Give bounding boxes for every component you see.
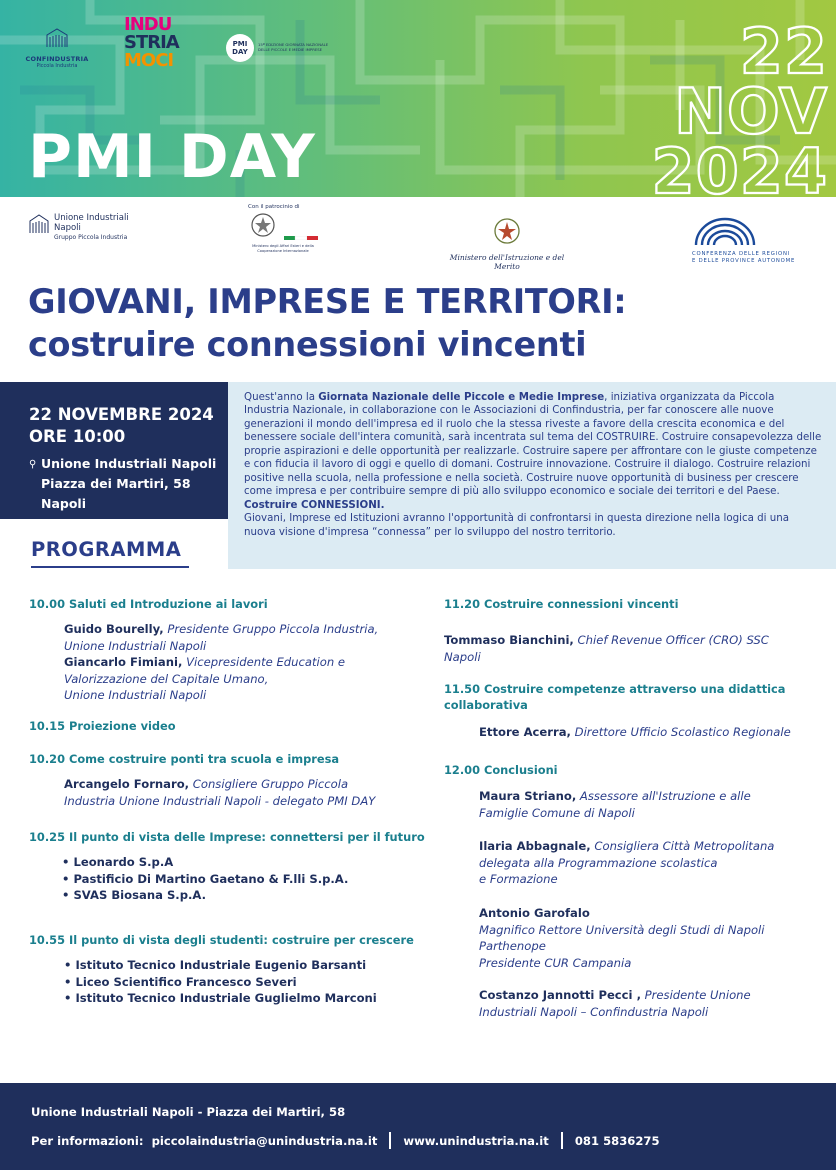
- conferenza-regioni-logo: [692, 217, 810, 265]
- session-8-heading: 12.00 Conclusioni: [444, 763, 558, 777]
- session-5: [29, 932, 429, 1007]
- event-location: [29, 454, 228, 514]
- footer: [0, 1083, 836, 1170]
- session-1-speakers: [29, 621, 429, 704]
- footer-contacts: [31, 1132, 836, 1149]
- speaker-name: Costanzo Jannotti Pecci ,: [479, 988, 641, 1003]
- session-3: [29, 751, 429, 809]
- pmi-badge-line2: DAY: [232, 48, 248, 56]
- session-7-heading-2: collaborativa: [444, 698, 528, 712]
- speaker-role: Valorizzazione del Capitale Umano,: [64, 671, 269, 686]
- list-item: • Pastificio Di Martino Gaetano & F.lli S.p.A.: [62, 871, 429, 888]
- confindustria-emblem-icon: [44, 26, 70, 48]
- pmi-day-badge-circle: [226, 34, 254, 62]
- speaker-role: Consigliere Gruppo Piccola: [192, 777, 349, 791]
- conferenza-arcs-icon: [692, 217, 758, 245]
- speaker-name: Ilaria Abbagnale,: [479, 839, 591, 854]
- intro-p1c: , iniziativa organizzata da Piccola Industria Nazionale, in collaborazione con le Associazioni di Confindustria, per far conoscere alle nuove generazioni il mondo dell'impresa ed il ruolo che la stessa riveste a favore della crescita economica e del benessere sociale dell'intera comunità, sarà incentrata sul tema del COSTRUIRE. Costruire consapevolezza delle proprie aspirazioni e delle opportunità per realizzarle. Costruire sapere per affrontare con le giuste competenze e con fiducia il lavoro di oggi e quello di domani. Costruire innovazione. Costruire il dialogo. Costruire relazioni positive nella scuola, nella professione e nella società. Costruire nuove opportunità di business per crescere come impresa e per contribuire sempre di più allo sviluppo economico e sociale dei territori e del Paese.: [244, 391, 822, 498]
- list-item: • Liceo Scientifico Francesco Severi: [64, 974, 429, 991]
- speaker-role: Presidente Unione: [644, 988, 751, 1003]
- footer-separator: [561, 1132, 563, 1149]
- page-title: [28, 280, 818, 366]
- speaker-name: Arcangelo Fornaro,: [64, 777, 190, 791]
- session-7-heading-1: 11.50 Costruire competenze attraverso una didattica: [444, 682, 786, 696]
- industriamoci-logo: [124, 16, 184, 70]
- industriamoci-line-2: STRIA: [124, 32, 179, 53]
- confindustria-logo: [22, 26, 92, 69]
- speaker-role: Presidente CUR Campania: [479, 955, 632, 970]
- speaker-role: Magnifico Rettore Università degli Studi di Napoli: [479, 922, 765, 937]
- list-item: • Leonardo S.p.A: [62, 854, 429, 871]
- event-place-3: Napoli: [41, 496, 87, 511]
- footer-address: Unione Industriali Napoli - Piazza dei Martiri, 58: [31, 1105, 346, 1119]
- session-7-speakers: [444, 724, 824, 741]
- speaker-role: Chief Revenue Officer (CRO) SSC: [577, 633, 769, 647]
- speaker-role: Presidente Gruppo Piccola Industria,: [167, 622, 379, 636]
- footer-separator: [389, 1132, 391, 1149]
- session-6: [444, 596, 824, 665]
- speaker-role: Industria Unione Industriali Napoli - delegato PMI DAY: [64, 793, 376, 808]
- session-2: [29, 718, 429, 734]
- ui-line1: Unione Industriali: [54, 213, 129, 223]
- confindustria-sub: Piccola Industria: [36, 63, 78, 69]
- speaker-role: Assessore all'Istruzione e alle: [579, 789, 751, 803]
- footer-phone[interactable]: 081 5836275: [574, 1133, 660, 1148]
- hero-date-year: 2024: [651, 135, 828, 197]
- speaker-role: Famiglie Comune di Napoli: [479, 805, 635, 820]
- session-8-speaker-1: [444, 788, 824, 821]
- programma-heading: PROGRAMMA: [31, 538, 182, 561]
- hero-date-day: 22: [739, 15, 828, 88]
- speaker-name: Ettore Acerra,: [479, 725, 571, 739]
- intro-p3: Giovani, Imprese ed Istituzioni avranno l'opportunità di confrontarsi in questa direzione nella logica di una nuova visione d'impresa “connessa” per lo sviluppo del nostro territorio.: [244, 512, 790, 538]
- unione-industriali-logo: [28, 213, 129, 243]
- pmi-badge-line1: PMI: [232, 40, 248, 48]
- confindustria-name: CONFINDUSTRIA: [25, 55, 89, 63]
- list-item: • SVAS Biosana S.p.A.: [62, 887, 429, 904]
- session-6-speakers: [444, 632, 824, 665]
- industriamoci-line-3: MOCI: [124, 50, 174, 71]
- mim-logo: [440, 215, 574, 271]
- ui-line2: Napoli: [54, 223, 81, 233]
- session-8-speaker-4: [444, 987, 824, 1020]
- list-item: • Istituto Tecnico Industriale Guglielmo Marconi: [64, 990, 429, 1007]
- mim-emblem-icon: [491, 215, 523, 247]
- footer-website-link[interactable]: www.unindustria.na.it: [403, 1133, 549, 1148]
- title-line-1: GIOVANI, IMPRESE E TERRITORI:: [28, 282, 627, 321]
- event-date: 22 NOVEMBRE 2024: [29, 405, 214, 424]
- location-pin-icon: ⚲: [29, 459, 37, 470]
- title-line-2: costruire connessioni vincenti: [28, 325, 587, 364]
- speaker-role: Unione Industriali Napoli: [64, 638, 207, 653]
- session-1: [29, 596, 429, 704]
- session-4-heading: 10.25 Il punto di vista delle Imprese: connettersi per il futuro: [29, 830, 425, 844]
- ui-line3: Gruppo Piccola Industria: [54, 234, 128, 241]
- speaker-role: Unione Industriali Napoli: [64, 688, 207, 703]
- conferenza-line2: E DELLE PROVINCE AUTONOME: [692, 258, 796, 264]
- speaker-name: Tommaso Bianchini,: [444, 633, 574, 647]
- speaker-role: Industriali Napoli – Confindustria Napoli: [479, 1004, 709, 1019]
- intro-p1b: Giornata Nazionale delle Piccole e Medie Imprese: [318, 391, 605, 403]
- speaker-role: delegata alla Programmazione scolastica: [479, 855, 718, 870]
- industriamoci-line-1: INDU: [124, 14, 172, 35]
- programma-underline: [31, 566, 189, 568]
- hero-banner: [0, 0, 836, 197]
- session-4: [29, 829, 429, 904]
- mim-name: Ministero dell'Istruzione e del Merito: [449, 253, 565, 271]
- session-6-heading: 11.20 Costruire connessioni vincenti: [444, 597, 679, 611]
- session-5-heading: 10.55 Il punto di vista degli studenti: costruire per crescere: [29, 933, 414, 947]
- event-place-1: Unione Industriali Napoli: [41, 456, 217, 471]
- patronage-label: Con il patrocinio di: [248, 204, 300, 210]
- speaker-name: Maura Striano,: [479, 789, 577, 803]
- conferenza-line1: CONFERENZA DELLE REGIONI: [692, 251, 791, 257]
- speaker-role: Parthenope: [479, 939, 546, 954]
- event-place-2: Piazza dei Martiri, 58: [41, 476, 191, 491]
- speaker-role: e Formazione: [479, 872, 558, 887]
- footer-email-link[interactable]: piccolaindustria@unindustria.na.it: [151, 1133, 378, 1148]
- list-item: • Istituto Tecnico Industriale Eugenio Barsanti: [64, 957, 429, 974]
- speaker-role: Vicepresidente Education e: [186, 655, 345, 670]
- speaker-name: Guido Bourelly,: [64, 622, 164, 636]
- session-2-heading: 10.15 Proiezione video: [29, 719, 176, 733]
- speaker-name: Antonio Garofalo: [479, 905, 590, 920]
- hero-title: PMI DAY: [28, 122, 316, 192]
- italian-flag-icon: [284, 236, 318, 240]
- hero-date-month: NOV: [674, 75, 828, 148]
- footer-info-label: Per informazioni:: [31, 1133, 144, 1148]
- session-3-heading: 10.20 Come costruire ponti tra scuola e impresa: [29, 752, 340, 766]
- session-3-speakers: [29, 776, 429, 809]
- speaker-role: Napoli: [444, 649, 481, 664]
- pmi-badge-caption: 15ª EDIZIONE GIORNATA NAZIONALE DELLE PICCOLE E MEDIE IMPRESE: [258, 42, 329, 52]
- partner-logos: [0, 197, 836, 273]
- session-8: [444, 762, 824, 1021]
- unione-industriali-emblem-icon: [28, 213, 50, 235]
- session-8-speaker-2: [444, 838, 824, 888]
- speaker-role: Direttore Ufficio Scolastico Regionale: [574, 725, 791, 739]
- hero-date: [651, 15, 828, 197]
- session-8-speaker-3: [444, 905, 824, 971]
- event-time: ORE 10:00: [29, 427, 126, 446]
- session-7: [444, 681, 824, 741]
- session-4-list: [29, 854, 429, 904]
- intro-p1a: Quest'anno la: [244, 391, 319, 403]
- italian-emblem-icon: [248, 210, 278, 240]
- speaker-name: Giancarlo Fimiani,: [64, 655, 183, 670]
- pmi-day-badge: [226, 34, 338, 62]
- maeci-logo: [248, 204, 318, 253]
- maeci-name: Ministero degli Affari Esteri e della Cooperazione Internazionale: [252, 244, 314, 253]
- speaker-role: Consigliera Città Metropolitana: [594, 839, 775, 854]
- intro-p2: Costruire CONNESSIONI.: [244, 498, 385, 511]
- event-details: [0, 382, 228, 519]
- session-1-heading: 10.00 Saluti ed Introduzione ai lavori: [29, 597, 268, 611]
- session-5-list: [29, 957, 429, 1007]
- intro-text: [228, 382, 836, 569]
